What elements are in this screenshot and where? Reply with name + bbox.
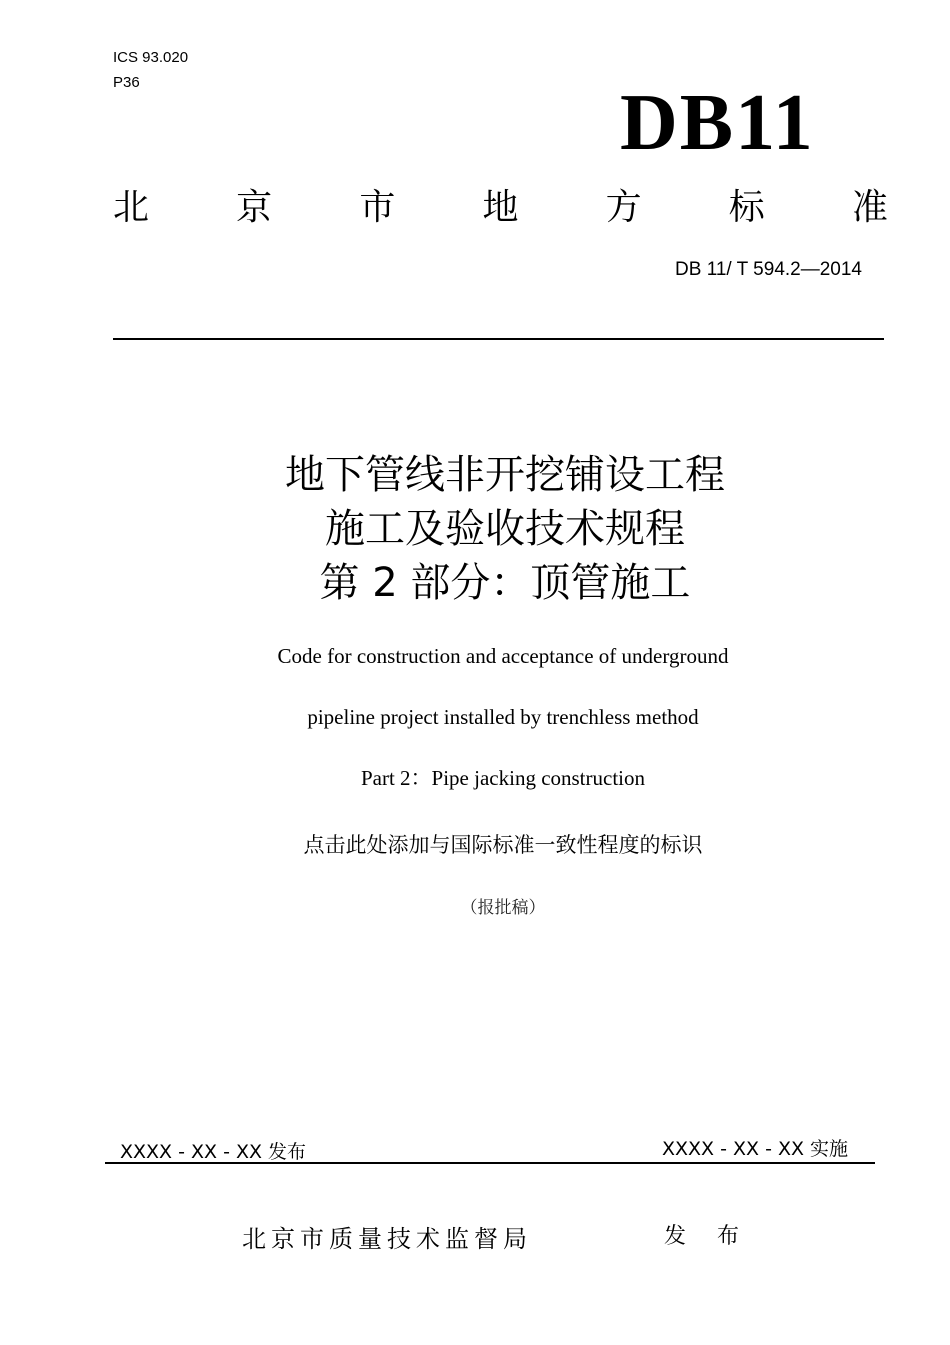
heading-char: 标 [728,187,765,228]
draft-status: （报批稿） [460,898,546,918]
classification-code: P36 [113,74,140,91]
consistency-placeholder[interactable]: 点击此处添加与国际标准一致性程度的标识 [303,833,703,857]
standard-number: DB 11/ T 594.2—2014 [675,259,862,280]
title-cn-line-1: 地下管线非开挖铺设工程 [285,452,725,498]
heading-char: 方 [605,187,642,228]
db11-logo: DB11 [620,79,815,167]
publish-label: 发 布 [664,1224,751,1249]
title-en-line-2: pipeline project installed by trenchless method [307,705,699,729]
heading-char: 准 [851,187,888,228]
title-cn-line-3: 第 2 部分：顶管施工 [319,560,691,606]
title-cn-line-2: 施工及验收技术规程 [325,506,685,552]
heading-char: 地 [482,187,519,228]
title-en-line-3: Part 2：Pipe jacking construction [360,766,646,790]
local-standard-heading [113,186,888,230]
heading-char: 市 [359,187,396,228]
issuing-authority: 北京市质量技术监督局 [242,1225,532,1253]
title-en-line-1: Code for construction and acceptance of underground [277,644,729,668]
ics-code: ICS 93.020 [113,49,189,66]
implementation-date: XXXX - XX - XX 实施 [662,1138,849,1160]
heading-char: 京 [236,187,273,228]
heading-char: 北 [113,187,150,228]
bottom-divider [105,1162,875,1164]
issue-date: XXXX - XX - XX 发布 [120,1141,307,1163]
top-divider [113,338,884,340]
